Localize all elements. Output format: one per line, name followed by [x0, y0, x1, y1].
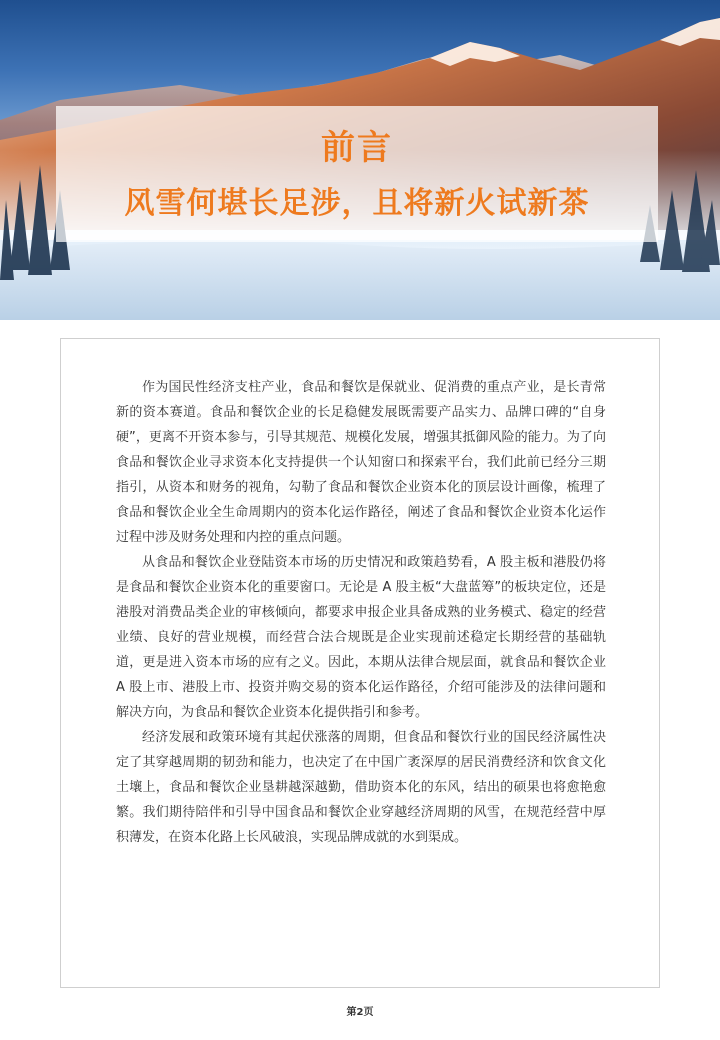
content-frame	[60, 338, 660, 988]
page-number: 第2页	[346, 1007, 374, 1018]
title-panel	[56, 106, 658, 242]
page-title: 前言	[321, 128, 393, 168]
paragraph-2: 从食品和餐饮企业登陆资本市场的历史情况和政策趋势看，A 股主板和港股仍将是食品和餐饮企业资本化的重要窗口。无论是 A 股主板“大盘蓝筹”的板块定位，还是港股对消费品类企业的审核倾向，都要求申报企业具备成熟的业务模式、稳定的经营业绩、良好的营业规模，而经营合法合规既是企业实现前述稳定长期经营的基础轨道，更是进入资本市场的应有之义。因此，本期从法律合规层面，就食品和餐饮企业 A 股上市、港股上市、投资并购交易的资本化运作路径，介绍可能涉及的法律问题和解决方向，为食品和餐饮企业资本化提供指引和参考。	[116, 555, 606, 720]
page-subtitle: 风雪何堪长足涉，且将新火试新茶	[124, 186, 590, 221]
header-banner	[0, 0, 720, 320]
paragraph-1: 作为国民性经济支柱产业，食品和餐饮是保就业、促消费的重点产业，是长青常新的资本赛道。食品和餐饮企业的长足稳健发展既需要产品实力、品牌口碑的“自身硬”，更离不开资本参与，引导其规范、规模化发展，增强其抵御风险的能力。为了向食品和餐饮企业寻求资本化支持提供一个认知窗口和探索平台，我们此前已经分三期指引，从资本和财务的视角，勾勒了食品和餐饮企业资本化的顶层设计画像，梳理了食品和餐饮企业全生命周期内的资本化运作路径，阐述了食品和餐饮企业资本化运作过程中涉及财务处理和内控的重点问题。	[116, 380, 606, 545]
paragraph-3: 经济发展和政策环境有其起伏涨落的周期，但食品和餐饮行业的国民经济属性决定了其穿越周期的韧劲和能力，也决定了在中国广袤深厚的居民消费经济和饮食文化土壤上，食品和餐饮企业垦耕越深越勤，借助资本化的东风，结出的硕果也将愈艳愈繁。我们期待陪伴和引导中国食品和餐饮企业穿越经济周期的风雪，在规范经营中厚积薄发，在资本化路上长风破浪，实现品牌成就的水到渠成。	[116, 730, 606, 845]
